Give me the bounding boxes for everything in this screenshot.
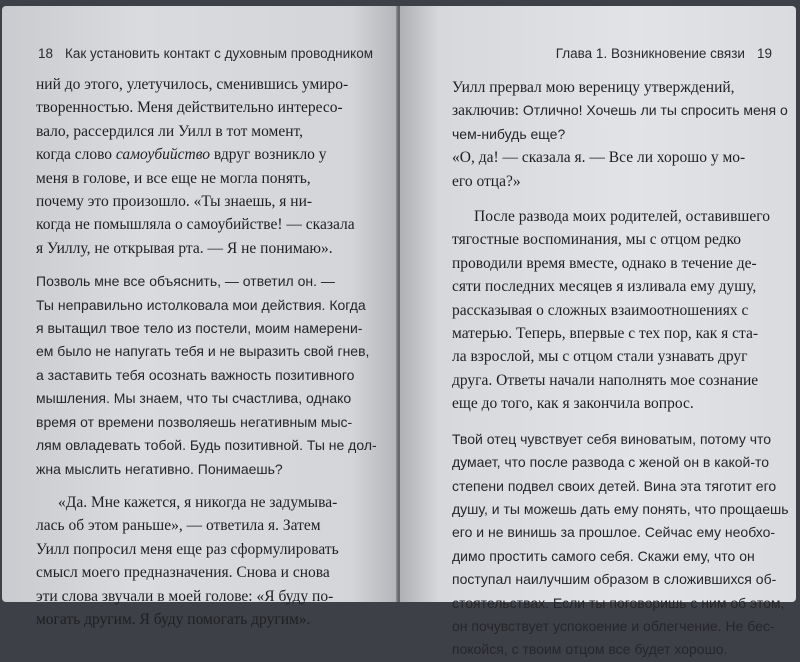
text-line: лась об этом раньше», — ответила я. Затем (36, 517, 321, 535)
right-paragraph-3-guide-voice (452, 428, 787, 662)
text-line: жна мыслить негативно. Понимаешь? (36, 460, 283, 477)
text-line: душу, и ты можешь дать ему понять, что прощаешь (452, 500, 789, 517)
text-line: стоятельствах. Если ты поговоришь с ним об этом, (452, 594, 785, 611)
text-line: Уилл прервал мою вереницу утверждений, (452, 79, 735, 96)
text-line: заключив: (452, 102, 523, 120)
right-page (400, 6, 796, 658)
text-line: вало, рассердился ли Уилл в тот момент, (36, 122, 304, 140)
text-line: лям овладевать тобой. Будь позитивной. Ты не дол- (36, 437, 377, 454)
text-line: степени подвел своих детей. Вина эта тяготит его (452, 477, 777, 494)
text-line: матерью. Теперь, впервые с тех пор, как я ста- (452, 325, 759, 343)
text-line: ний до этого, улетучилось, сменившись умиро- (36, 76, 349, 93)
text-line: димо простить самого себя. Скажи ему, что он (452, 547, 755, 564)
right-running-header (556, 46, 772, 61)
text-line: Ты неправильно истолковала мои действия. Когда (36, 296, 366, 313)
left-page-text (36, 73, 380, 631)
text-line: ем было не напугать тебя и не выразить свой гнев, (36, 343, 370, 360)
left-page-number: 18 (38, 46, 54, 61)
text-line: а заставить тебя осознать важность позитивного (36, 366, 355, 383)
text-line: рассказывая о сложных взаимоотношениях с (452, 301, 749, 319)
text-line: меня в голове, и все еще не могла понять, (36, 169, 311, 187)
text-line: чем-нибудь еще? (452, 125, 566, 142)
text-line: эти слова звучали в моей голове: «Я буду по- (36, 587, 334, 605)
right-paragraph-1 (452, 76, 787, 193)
right-page-text (452, 76, 787, 662)
text-line: думает, что после развода с женой он в какой-то (452, 454, 770, 471)
left-paragraph-1 (36, 73, 380, 260)
text-line: почему это произошло. «Ты знаешь, я ни- (36, 193, 313, 211)
text-line: я вытащил твое тело из постели, моим намерени- (36, 320, 363, 337)
left-page (2, 6, 398, 628)
right-paragraph-2 (452, 205, 787, 416)
right-page-number: 19 (756, 46, 772, 61)
text-line: проводили время вместе, однако в течение де- (452, 254, 757, 272)
right-running-title: Глава 1. Возникновение связи (555, 46, 745, 61)
text-line: когда не помышляла о самоубийстве! — сказала (36, 216, 355, 234)
text-line: Отлично! Хочешь ли ты спросить меня о (522, 102, 788, 119)
text-line: мышления. Мы знаем, что ты счастлива, однако (36, 390, 352, 407)
text-line: еще до того, как я закончила вопрос. (452, 395, 694, 413)
text-line: После развода моих родителей, оставившего (474, 208, 770, 226)
left-paragraph-3 (36, 491, 380, 631)
text-line: покойся, с твоим отцом все будет хорошо. (452, 641, 728, 658)
text-line: его отца?» (452, 172, 521, 190)
text-line: Твой отец чувствует себя виноватым, потому что (452, 430, 772, 447)
text-line: смысл моего предназначения. Снова и снова (36, 564, 330, 582)
text-line: друга. Ответы начали наполнять мое сознание (452, 371, 759, 389)
text-line: я Уиллу, не открывая рта. — Я не понимаю». (36, 239, 333, 257)
text-line: могать другим. Я буду помогать другим». (36, 610, 311, 628)
text-line: Уилл попросил меня еще раз сформулировать (36, 540, 339, 558)
text-line: сяти последних месяцев я изливала ему душу, (452, 278, 757, 296)
text-line: тягостные воспоминания, мы с отцом редко (452, 231, 742, 249)
text-line: он почувствует успокоение и облегчение. Не бес- (452, 617, 775, 634)
text-line: его и не винишь за прошлое. Сейчас ему необхо- (452, 524, 776, 541)
text-line: «О, да! — сказала я. — Все ли хорошо у мо- (452, 149, 746, 167)
left-running-title: Как установить контакт с духовным проводником (65, 46, 374, 61)
text-line: ла взрослой, мы с отцом стали узнавать друг (452, 348, 748, 366)
text-line: «Да. Мне кажется, я никогда не задумыва- (58, 493, 338, 511)
text-line: творенностью. Меня действительно интересо- (36, 99, 343, 117)
text-line: время от времени позволяешь негативным мыс- (36, 413, 353, 430)
text-line: когда слово самоубийство вдруг возникло у (36, 146, 327, 164)
text-line: поступал наилучшим образом в сложившихся об- (452, 571, 777, 588)
text-line: Позволь мне все объяснить, — ответил он. — (36, 273, 335, 290)
left-running-header (38, 46, 373, 61)
left-paragraph-2-guide-voice (36, 270, 380, 481)
